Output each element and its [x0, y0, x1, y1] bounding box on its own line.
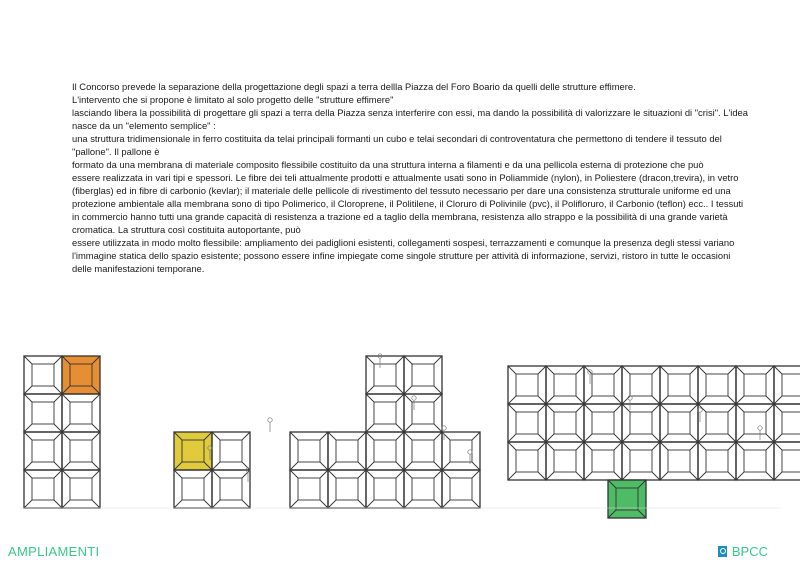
frame-cube [174, 470, 212, 508]
person-figure [268, 418, 272, 432]
frame-cube [62, 394, 100, 432]
frame-cube [366, 356, 404, 394]
person-figure [412, 396, 416, 410]
frame-cube [508, 366, 546, 404]
frame-cube [328, 470, 366, 508]
frame-cube [366, 432, 404, 470]
frame-cube [584, 404, 622, 442]
paragraph: Il Concorso prevede la separazione della progettazione degli spazi a terra dellla Piazza del Foro Boario da quelli delle strutture effimere. [72, 81, 636, 92]
frame-cube [328, 432, 366, 470]
frame-cube [736, 366, 774, 404]
frame-cube [62, 470, 100, 508]
frame-cube [404, 356, 442, 394]
frame-cube [584, 442, 622, 480]
frame-cube [404, 394, 442, 432]
frame-cube [508, 404, 546, 442]
paragraph: essere realizzata in vari tipi e spessori. Le fibre dei teli attualmente prodotti e attualmente usati sono in Poliammide (nylon), in Poliestere (dracon,trevira), in vetro (fiberglas) ed in fibre di carbonio (kevlar); il materiale delle pellicole di rivestimento del tessuto necessario per dare una consistenza strutturale uniforme ed una protezione ambientale alla membrana sono di tipo Polimerico, il Cloroprene, il Politilene, il Cloruro di Polivinile (pvc), il Polifloruro, il Carbonio (teflon) ecc.. I tessuti in commercio hanno tutti una grande capacità di resistenza a trazione ed a taglio della membrana, resistenza allo strappo e la possibilità di una grande varietà cromatica. La struttura così costituita autoportante, può [72, 172, 744, 235]
frame-cube [24, 470, 62, 508]
frame-cube [24, 394, 62, 432]
frame-cube [584, 366, 622, 404]
paragraph: essere utilizzata in modo molto flessibile: ampliamento dei padiglioni esistenti, collegamenti sospesi, terrazzamenti e comunque la presenza degli stessi variano l'immagine statica dello spazio esistente; possono essere infine impiegate come singole strutture per attività di informazione, servizi, ristoro in tutte le occasioni delle manifestazioni temporane. [72, 237, 735, 274]
balloon-cube [62, 356, 100, 394]
frame-cube [546, 404, 584, 442]
frame-cube [698, 366, 736, 404]
frame-cube [508, 442, 546, 480]
frame-cube [404, 432, 442, 470]
frame-cube [62, 432, 100, 470]
frame-cube [24, 356, 62, 394]
balloon-cube [608, 480, 646, 518]
frame-cube [774, 366, 800, 404]
frame-cube [736, 404, 774, 442]
frame-cube [660, 366, 698, 404]
brand [718, 544, 768, 559]
frame-cube [212, 432, 250, 470]
frame-cube [774, 404, 800, 442]
paragraph: lasciando libera la possibilità di progettare gli spazi a terra della Piazza senza interferire con essi, ma dando la possibilità di valorizzare le situazioni di "crisi". L'idea nasce da un "elemento semplice" : [72, 107, 748, 131]
frame-cube [404, 470, 442, 508]
balloon-cube [174, 432, 212, 470]
frame-cube [698, 442, 736, 480]
frame-cube [546, 442, 584, 480]
frame-cube [290, 432, 328, 470]
brand-logo-icon [718, 546, 727, 557]
frame-cube [212, 470, 250, 508]
frame-cube [442, 432, 480, 470]
frame-cube [774, 442, 800, 480]
brand-label: BPCC [731, 544, 768, 559]
frame-cube [660, 404, 698, 442]
frame-cube [660, 442, 698, 480]
frame-cube [622, 404, 660, 442]
frame-cube [290, 470, 328, 508]
frame-cube [366, 470, 404, 508]
paragraph: L'intervento che si propone è limitato al solo progetto delle "strutture effimere" [72, 94, 394, 105]
paragraph: formato da una membrana di materiale composito flessibile costituito da una struttura interna a filamenti e da una pellicola esterna di protezione che può [72, 159, 704, 170]
frame-cube [622, 442, 660, 480]
person-figure [758, 426, 762, 440]
paragraph: una struttura tridimensionale in ferro costituita da telai principali formanti un cubo e telai secondari di controventatura che permettono di tendere il tessuto del "pallone". Il pallone è [72, 133, 722, 157]
frame-cube [698, 404, 736, 442]
section-label: AMPLIAMENTI [8, 544, 100, 559]
frame-cube [546, 366, 584, 404]
frame-cube [442, 470, 480, 508]
frame-cube [736, 442, 774, 480]
frame-cube [366, 394, 404, 432]
frame-cube [24, 432, 62, 470]
